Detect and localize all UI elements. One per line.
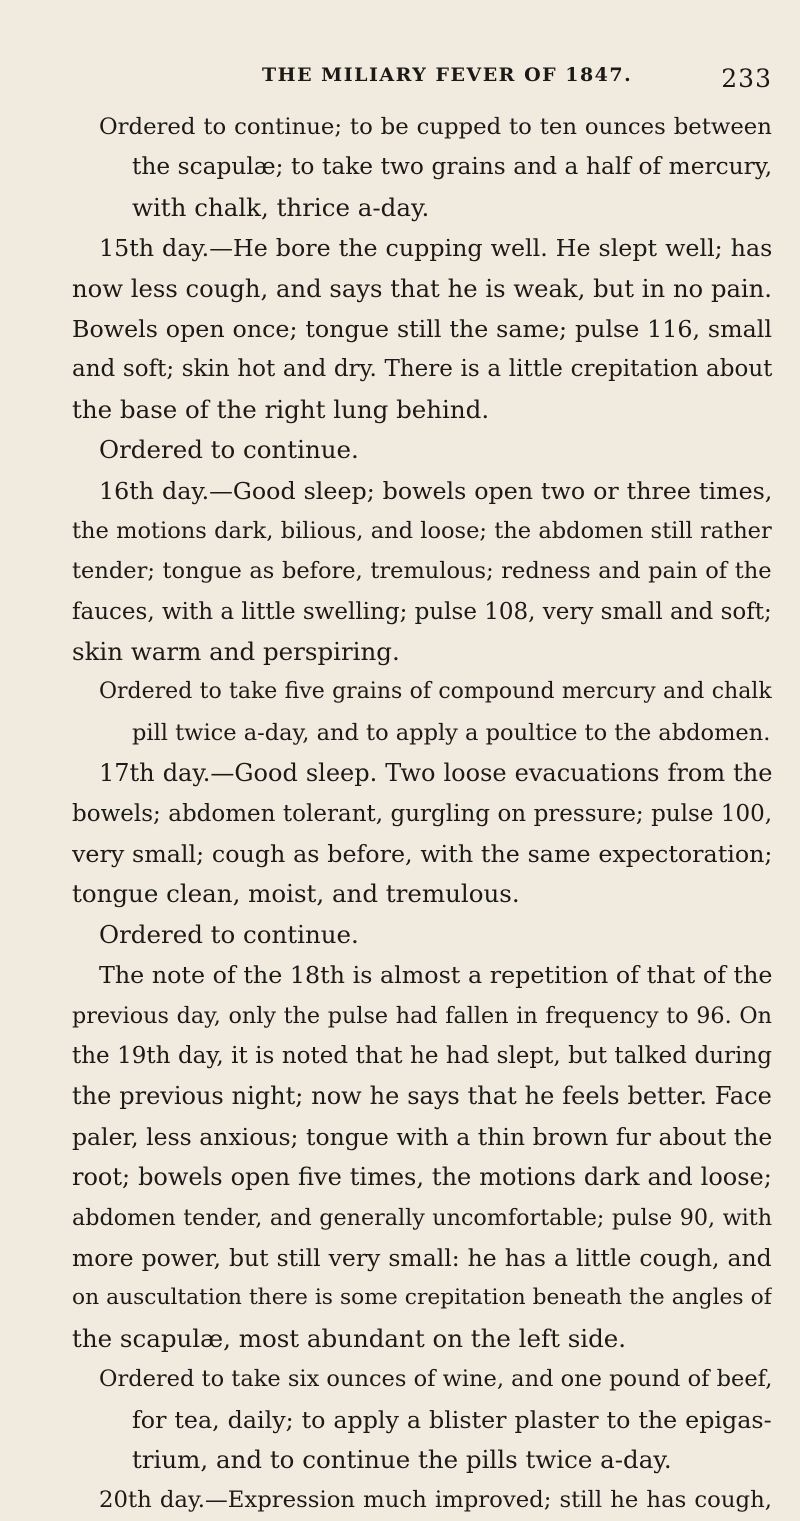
- text-line: 15th day.—He bore the cupping well. He slept well; has: [99, 234, 772, 263]
- text-line: tongue clean, moist, and tremulous.: [72, 879, 520, 909]
- running-head: [72, 64, 772, 100]
- text-line: The note of the 18th is almost a repetition of that of the: [99, 961, 772, 990]
- text-line: previous day, only the pulse had fallen in frequency to 96. On: [72, 1002, 772, 1029]
- text-line: Ordered to take five grains of compound mercury and chalk: [99, 679, 772, 705]
- text-line: Ordered to continue; to be cupped to ten ounces between: [99, 114, 772, 140]
- text-line: the 19th day, it is noted that he had slept, but talked during: [72, 1042, 772, 1069]
- text-line: root; bowels open five times, the motions dark and loose;: [72, 1163, 772, 1192]
- text-line: more power, but still very small: he has a little cough, and: [72, 1243, 772, 1272]
- text-line: the scapulæ, most abundant on the left side.: [72, 1323, 627, 1353]
- text-line: Ordered to continue.: [99, 919, 359, 949]
- text-line: the scapulæ; to take two grains and a half of mercury,: [132, 153, 772, 181]
- text-line: tender; tongue as before, tremulous; redness and pain of the: [72, 558, 772, 585]
- text-line: for tea, daily; to apply a blister plaster to the epigas-: [132, 1405, 772, 1434]
- text-line: fauces, with a little swelling; pulse 108, very small and soft;: [72, 598, 772, 625]
- text-line: paler, less anxious; tongue with a thin brown fur about the: [72, 1122, 772, 1151]
- text-line: 16th day.—Good sleep; bowels open two or three times,: [99, 476, 772, 505]
- page-number: 233: [721, 64, 772, 93]
- running-title: THE MILIARY FEVER OF 1847.: [262, 64, 633, 86]
- text-line: Ordered to take six ounces of wine, and one pound of beef,: [99, 1366, 772, 1393]
- text-line: the previous night; now he says that he feels better. Face: [72, 1082, 772, 1111]
- text-line: bowels; abdomen tolerant, gurgling on pressure; pulse 100,: [72, 800, 772, 827]
- text-line: with chalk, thrice a-day.: [132, 192, 430, 222]
- text-line: trium, and to continue the pills twice a-day.: [132, 1444, 672, 1474]
- text-line: and soft; skin hot and dry. There is a little crepitation about: [72, 356, 772, 383]
- text-line: pill twice a-day, and to apply a poultice to the abdomen.: [132, 719, 771, 746]
- text-line: very small; cough as before, with the same expectoration;: [72, 840, 772, 869]
- text-line: Ordered to continue.: [99, 435, 359, 465]
- text-line: the motions dark, bilious, and loose; the abdomen still rather: [72, 517, 772, 544]
- body-text: [72, 107, 772, 1521]
- text-line: abdomen tender, and generally uncomfortable; pulse 90, with: [72, 1204, 772, 1231]
- text-line: on auscultation there is some crepitation beneath the angles of: [72, 1285, 772, 1311]
- text-line: skin warm and perspiring.: [72, 637, 400, 667]
- text-line: 20th day.—Expression much improved; still he has cough,: [99, 1487, 772, 1514]
- text-line: 17th day.—Good sleep. Two loose evacuations from the: [99, 759, 772, 788]
- text-line: the base of the right lung behind.: [72, 394, 490, 424]
- text-line: now less cough, and says that he is weak, but in no pain.: [72, 273, 772, 303]
- text-line: Bowels open once; tongue still the same; pulse 116, small: [72, 314, 772, 343]
